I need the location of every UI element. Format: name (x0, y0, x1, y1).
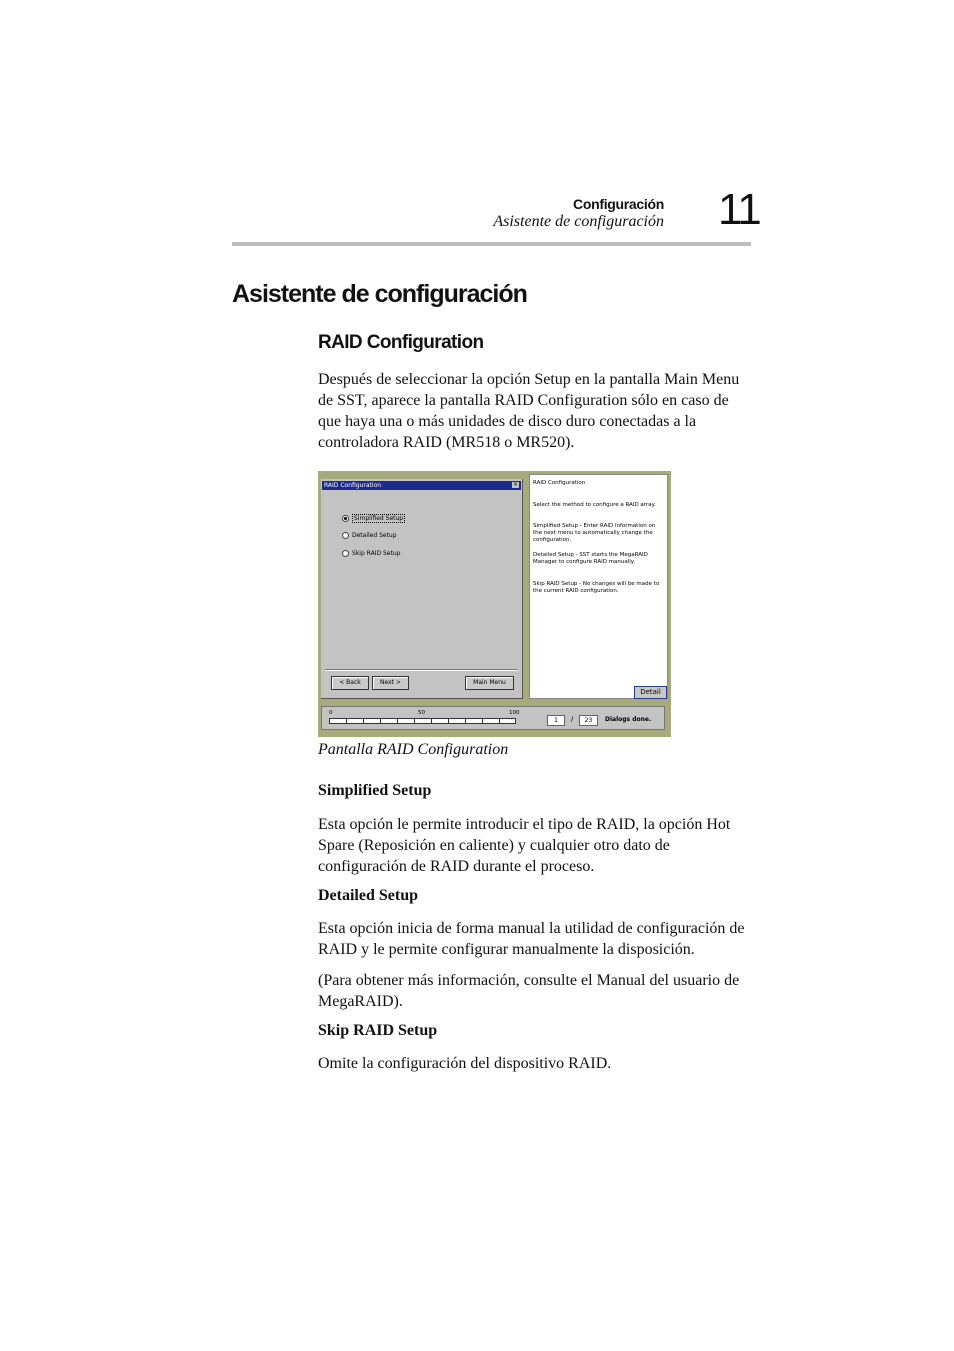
running-header-subsection: Asistente de configuración (493, 213, 664, 230)
page-title: Asistente de configuración (232, 280, 527, 308)
page-separator: / (571, 716, 574, 723)
option-detailed-setup[interactable] (342, 531, 397, 540)
detailed-setup-heading: Detailed Setup (318, 887, 418, 904)
option-skip-raid-setup[interactable] (342, 549, 400, 558)
option-label: Detailed Setup (352, 532, 397, 539)
progress-tick-100: 100 (509, 710, 520, 716)
info-panel (529, 474, 668, 699)
header-rule (232, 242, 751, 246)
option-simplified-setup[interactable] (342, 514, 405, 523)
chapter-number: 11 (718, 185, 760, 234)
radio-icon (342, 532, 349, 539)
back-button[interactable]: < Back (331, 676, 369, 690)
running-header-section: Configuración (573, 196, 664, 212)
intro-paragraph: Después de seleccionar la opción Setup en la pantalla Main Menu de SST, aparece la pantalla RAID Configuration sólo en caso de que haya una o más unidades de disco duro conectadas a la controladora RAID (MR518 o MR520). (318, 371, 740, 451)
section-heading: RAID Configuration (318, 332, 484, 353)
radio-icon (342, 550, 349, 557)
option-label: Skip RAID Setup (352, 550, 401, 557)
status-message: Dialogs done. (605, 716, 652, 723)
dialog-title-bar (322, 481, 521, 490)
page-total: 23 (579, 715, 598, 726)
figure-caption: Pantalla RAID Configuration (318, 741, 509, 758)
detail-button[interactable]: Detail (634, 686, 667, 699)
progress-bar (329, 718, 516, 724)
status-bar (321, 706, 665, 730)
detailed-setup-note: (Para obtener más información, consulte el Manual del usuario de MegaRAID). (318, 972, 740, 1010)
next-button[interactable]: Next > (372, 676, 409, 690)
detailed-setup-text: Esta opción inicia de forma manual la utilidad de configuración de RAID y le permite configurar manualmente la disposición. (318, 920, 745, 958)
close-icon[interactable]: × (512, 481, 519, 488)
raid-configuration-screenshot (318, 471, 671, 737)
info-paragraph: Detailed Setup - SST starts the MegaRAID Manager to configure RAID manually. (533, 552, 648, 565)
dialog-title: RAID Configuration (324, 482, 382, 489)
info-paragraph: Simplified Setup - Enter RAID information on the next menu to automatically change the configuration. (533, 523, 656, 543)
main-menu-button[interactable]: Main Menu (465, 676, 514, 690)
option-label: Simplified Setup (354, 515, 404, 522)
skip-raid-setup-text: Omite la configuración del dispositivo RAID. (318, 1055, 612, 1072)
progress-tick-50: 50 (418, 710, 425, 716)
simplified-setup-text: Esta opción le permite introducir el tipo de RAID, la opción Hot Spare (Reposición en caliente) y cualquier otro dato de configuración de RAID durante el proceso. (318, 816, 731, 875)
dialog-separator (325, 669, 518, 671)
info-paragraph: Select the method to configure a RAID array. (533, 502, 656, 508)
page-current: 1 (547, 715, 565, 726)
info-title: RAID Configuration (533, 480, 586, 486)
raid-dialog (321, 479, 523, 699)
radio-selected-icon (342, 515, 349, 522)
simplified-setup-heading: Simplified Setup (318, 782, 432, 799)
info-paragraph: Skip RAID Setup - No changes will be made to the current RAID configuration. (533, 581, 660, 594)
progress-tick-0: 0 (329, 710, 333, 716)
skip-raid-setup-heading: Skip RAID Setup (318, 1022, 438, 1039)
